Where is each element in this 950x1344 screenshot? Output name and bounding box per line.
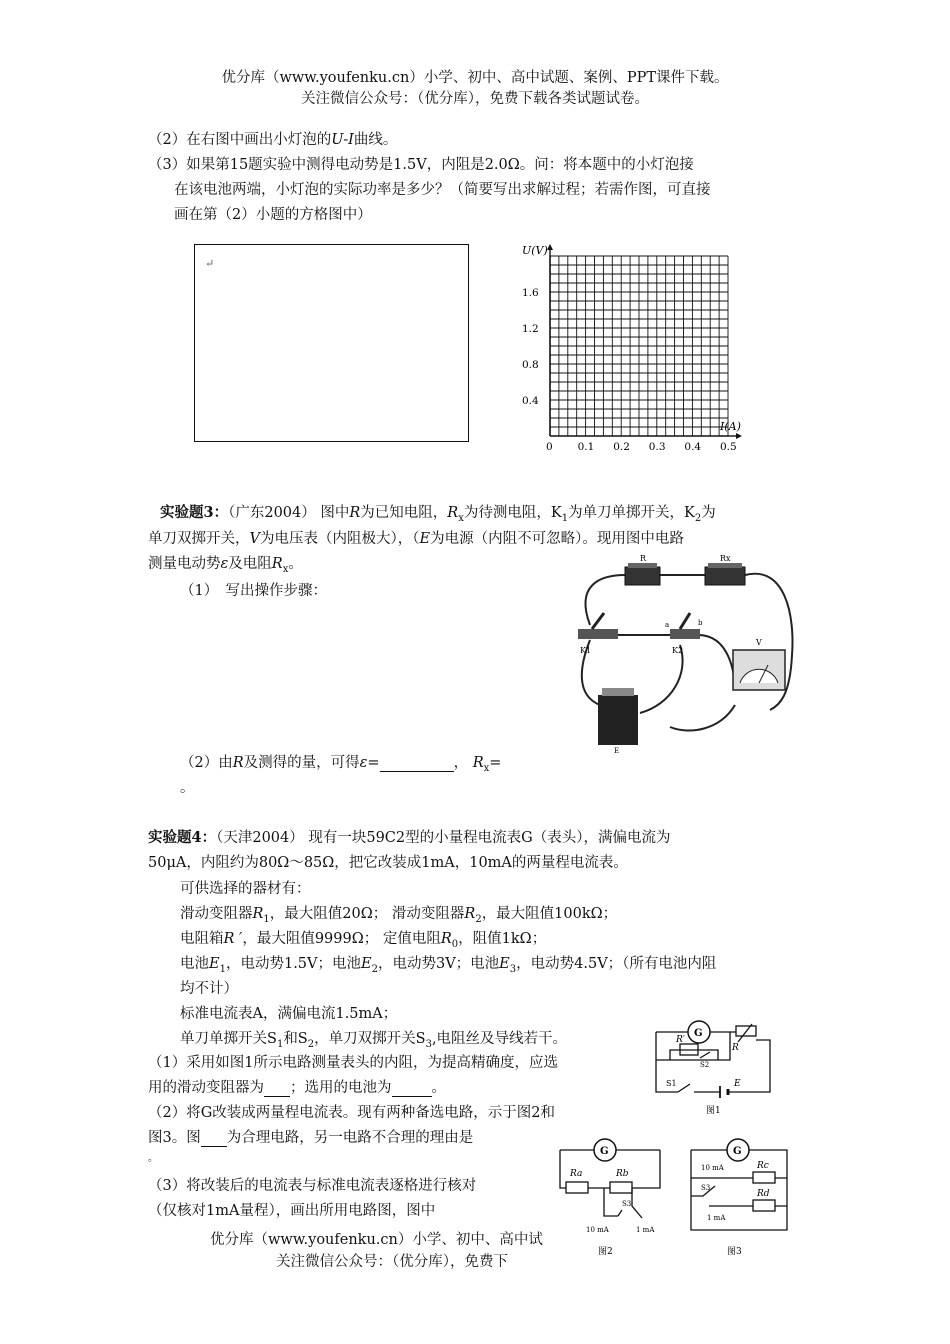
fig2-Rb: Rb	[616, 1169, 629, 1179]
fig1-E: E	[734, 1079, 741, 1089]
exp4-q3-line-2: （仅核对1mA量程），画出所用电路图，图中	[148, 1203, 436, 1219]
exp3-line-3: 测量电动势ε及电阻$R_x$。	[148, 556, 303, 575]
header-line-1: 优分库（www.youfenku.cn）小学、初中、高中试题、案例、PPT课件下载。	[221, 70, 729, 86]
y-axis-arrow	[547, 244, 553, 250]
ui-grid-chart	[520, 244, 770, 458]
exp3-line-1: 实验题3：（广东2004） 图中R为已知电阻，$R_x$为待测电阻，$K_1$为单刀单掷开关，$K_2$为	[160, 504, 716, 524]
fig3-10mA: 10 mA	[701, 1164, 724, 1172]
exp4-line-6: 电池$E_1$，电动势1.5V；电池$E_2$，电动势3V；电池$E_3$，电动势4.5V；（所有电池内阻	[180, 956, 717, 975]
x-tick-label: 0	[546, 441, 553, 453]
x-tick-label: 0.2	[613, 441, 630, 453]
x-tick-label: 0.5	[720, 441, 737, 453]
exp4-line-9: 单刀单掷开关$S_1$和$S_2$，单刀双掷开关$S_3$,电阻丝及导线若干。	[180, 1031, 568, 1050]
fig2-G: G	[600, 1146, 609, 1157]
question-3-line-3: 画在第（2）小题的方格图中）	[174, 207, 372, 223]
footer-line-1: 优分库（www.youfenku.cn）小学、初中、高中试	[210, 1232, 543, 1248]
x-tick-label: 0.1	[577, 441, 595, 453]
exp4-q1-line-1: （1）采用如图1所示电路测量表头的内阻，为提高精确度，应选	[148, 1055, 558, 1071]
y-axis-label: U(V)	[522, 244, 548, 257]
answer-box	[194, 244, 469, 442]
voltmeter	[733, 638, 785, 690]
exp3-sub-1: （1） 写出操作步骤：	[180, 583, 327, 599]
label-a: a	[665, 621, 670, 629]
battery-E	[598, 688, 638, 755]
fig3-1mA: 1 mA	[707, 1214, 726, 1222]
exp4-line-5: 电阻箱R ′，最大阻值9999Ω； 定值电阻$R_0$，阻值1kΩ；	[180, 931, 547, 950]
question-2-text: （2）在右图中画出小灯泡的U-I曲线。	[148, 132, 398, 148]
exp4-line-8: 标准电流表A，满偏电流1.5mA；	[180, 1006, 398, 1022]
exp4-q3-line-1: （3）将改装后的电流表与标准电流表逐格进行核对	[148, 1178, 477, 1194]
switch-K2	[665, 613, 703, 655]
fig1-caption: 图1	[706, 1106, 721, 1116]
fig1-R: R	[732, 1043, 739, 1053]
fig3-S3: S3	[701, 1184, 711, 1192]
y-tick-label: 0.4	[522, 395, 539, 407]
exp4-line-2: 50μA，内阻约为80Ω～85Ω，把它改装成1mA，10mA的两量程电流表。	[148, 855, 628, 871]
footer-line-2: 关注微信公众号：（优分库），免费下	[276, 1254, 508, 1270]
header-line-2: 关注微信公众号：（优分库），免费下载各类试题试卷。	[301, 91, 649, 107]
label-K1: K1	[580, 646, 592, 655]
resistor-Rx	[705, 554, 745, 585]
return-mark: ↵	[205, 257, 215, 270]
exp4-line-4: 滑动变阻器$R_1$，最大阻值20Ω； 滑动变阻器$R_2$，最大阻值100kΩ；	[180, 906, 618, 925]
fig1-S1: S1	[666, 1079, 677, 1088]
y-tick-label: 1.2	[522, 323, 539, 335]
fig2-caption: 图2	[598, 1247, 613, 1257]
question-3-line-2: 在该电池两端，小灯泡的实际功率是多少？（简要写出求解过程；若需作图，可直接	[174, 182, 711, 198]
fig3-G: G	[733, 1146, 742, 1157]
exp4-q2-line-1: （2）将G改装成两量程电流表。现有两种备选电路，示于图2和	[148, 1105, 556, 1121]
exp4-q1-line-2: 用的滑动变阻器为 ；选用的电池为 。	[148, 1080, 446, 1096]
y-tick-label: 0.8	[522, 359, 539, 371]
label-E: E	[614, 747, 620, 755]
fig1-G: G	[694, 1028, 703, 1039]
x-tick-label: 0.3	[648, 441, 666, 453]
fig2-S3: S3	[622, 1200, 632, 1208]
figure-1-circuit	[648, 1020, 783, 1118]
exp3-sub-2-end: 。	[180, 780, 195, 796]
label-K2: K2	[672, 646, 684, 655]
fig1-S2: S2	[700, 1061, 710, 1069]
label-b: b	[698, 619, 703, 627]
y-tick-label: 1.6	[522, 287, 539, 299]
fig2-Ra: Ra	[570, 1169, 583, 1179]
fig2-10mA: 10 mA	[586, 1226, 609, 1234]
exp4-line-7: 均不计）	[180, 981, 238, 997]
label-R: R	[640, 554, 647, 563]
exp4-line-1: 实验题4：（天津2004） 现有一块59C2型的小量程电流表G（表头），满偏电流为	[148, 829, 671, 846]
exp3-apparatus-figure	[570, 555, 800, 755]
resistor-R	[625, 554, 660, 585]
exp4-line-3: 可供选择的器材有：	[180, 881, 311, 897]
switch-K1	[578, 613, 618, 655]
figure-3-circuit	[683, 1138, 798, 1258]
fig2-1mA: 1 mA	[636, 1226, 655, 1234]
figure-2-circuit	[552, 1138, 670, 1258]
exp4-q2-line-2: 图3。图 为合理电路，另一电路不合理的理由是	[148, 1130, 474, 1146]
label-Rx: Rx	[720, 554, 731, 563]
exp4-q2-end: 。	[148, 1153, 158, 1164]
fig1-Rprime: R′	[676, 1035, 685, 1045]
fig3-Rd: Rd	[757, 1189, 770, 1199]
question-3-line-1: （3）如果第15题实验中测得电动势是1.5V，内阻是2.0Ω。问：将本题中的小灯泡接	[148, 157, 694, 173]
x-axis-label: I(A)	[720, 420, 741, 433]
label-V: V	[756, 638, 762, 647]
fig3-Rc: Rc	[757, 1161, 769, 1171]
x-axis-arrow	[736, 433, 742, 439]
fig3-caption: 图3	[727, 1247, 742, 1257]
exp3-line-2: 单刀双掷开关，V为电压表（内阻极大），（E为电源（内阻不可忽略）。现用图中电路	[148, 531, 684, 547]
exp3-sub-2: （2）由R及测得的量，可得ε= ， $R_x=$	[180, 755, 502, 774]
x-tick-label: 0.4	[684, 441, 702, 453]
